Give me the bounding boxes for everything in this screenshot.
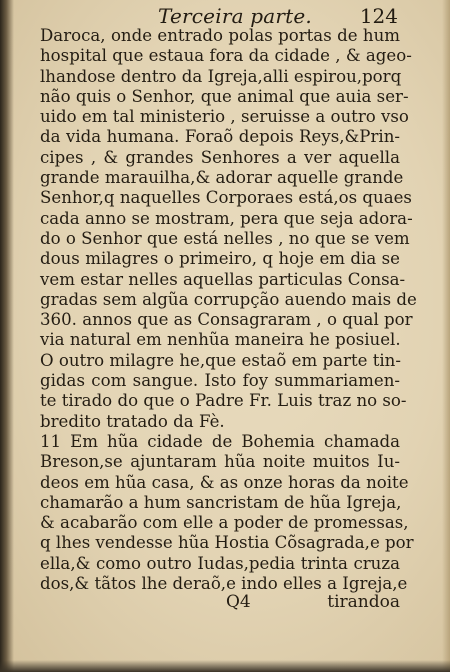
text-line: Senhor,q naquelles Corporaes está,os quaes: [40, 188, 412, 208]
running-title: Terceira parte.: [158, 4, 312, 28]
text-line: grande marauilha,& adorar aquelle grande: [40, 168, 404, 188]
text-line: não quis o Senhor, que animal que auia ser-: [40, 86, 409, 106]
page-bottom-edge: [0, 660, 450, 672]
page-edge: [442, 0, 450, 672]
text-line: ella,& como outro Iudas,pedia trinta cruza: [40, 553, 400, 573]
text-line: q lhes vendesse hũa Hostia Cõsagrada,e por: [40, 533, 414, 553]
text-line: do o Senhor que está nelles , no que se vem: [40, 228, 410, 248]
page-number: 124: [359, 4, 398, 28]
text-line: uido em tal ministerio , seruisse a outro vso: [40, 107, 409, 127]
text-line: vem estar nelles aquellas particulas Consa-: [40, 269, 406, 289]
text-line: deos em hũa casa, & as onze horas da noite: [40, 472, 409, 492]
text-line: O outro milagre he,que estaõ em parte tin-: [40, 350, 401, 370]
text-line: via natural em nenhũa maneira he posiuel.: [40, 330, 401, 350]
text-line: gradas sem algũa corrupção auendo mais de: [40, 289, 417, 309]
body-text: [40, 26, 417, 594]
catchword: tirandoa: [327, 592, 400, 612]
text-line: dos,& tãtos lhe deraõ,e indo elles a Igreja,e: [40, 574, 408, 594]
text-line: da vida humana. Foraõ depois Reys,&Prin-: [40, 127, 400, 147]
text-line: 360. annos que as Consagraram , o qual por: [40, 310, 413, 330]
page-header: [130, 4, 410, 28]
text-line: 11 Em hũa cidade de Bohemia chamada: [40, 431, 400, 451]
text-line: Daroca, onde entrado polas portas de hum: [40, 26, 400, 45]
text-line: cada anno se mostram, pera que seja adora-: [40, 208, 413, 228]
text-line: hospital que estaua fora da cidade , & ageo-: [40, 46, 412, 66]
text-line: Breson,se ajuntaram hũa noite muitos Iu-: [40, 452, 400, 472]
text-line: cipes , & grandes Senhores a ver aquella: [40, 147, 400, 167]
text-line: gidas com sangue. Isto foy summariamen-: [40, 371, 400, 391]
text-line: & acabarão com elle a poder de promessas,: [40, 513, 409, 533]
text-line: dous milagres o primeiro, q hoje em dia se: [40, 249, 400, 269]
binding-shadow: [0, 0, 14, 672]
text-line: lhandose dentro da Igreja,alli espirou,porq: [40, 66, 402, 86]
text-line: bredito tratado da Fè.: [40, 411, 225, 431]
signature-mark: Q4: [226, 592, 251, 612]
text-line: chamarão a hum sancristam de hũa Igreja,: [40, 492, 402, 512]
text-line: te tirado do que o Padre Fr. Luis traz no so-: [40, 391, 407, 411]
page-footer: [40, 590, 400, 614]
